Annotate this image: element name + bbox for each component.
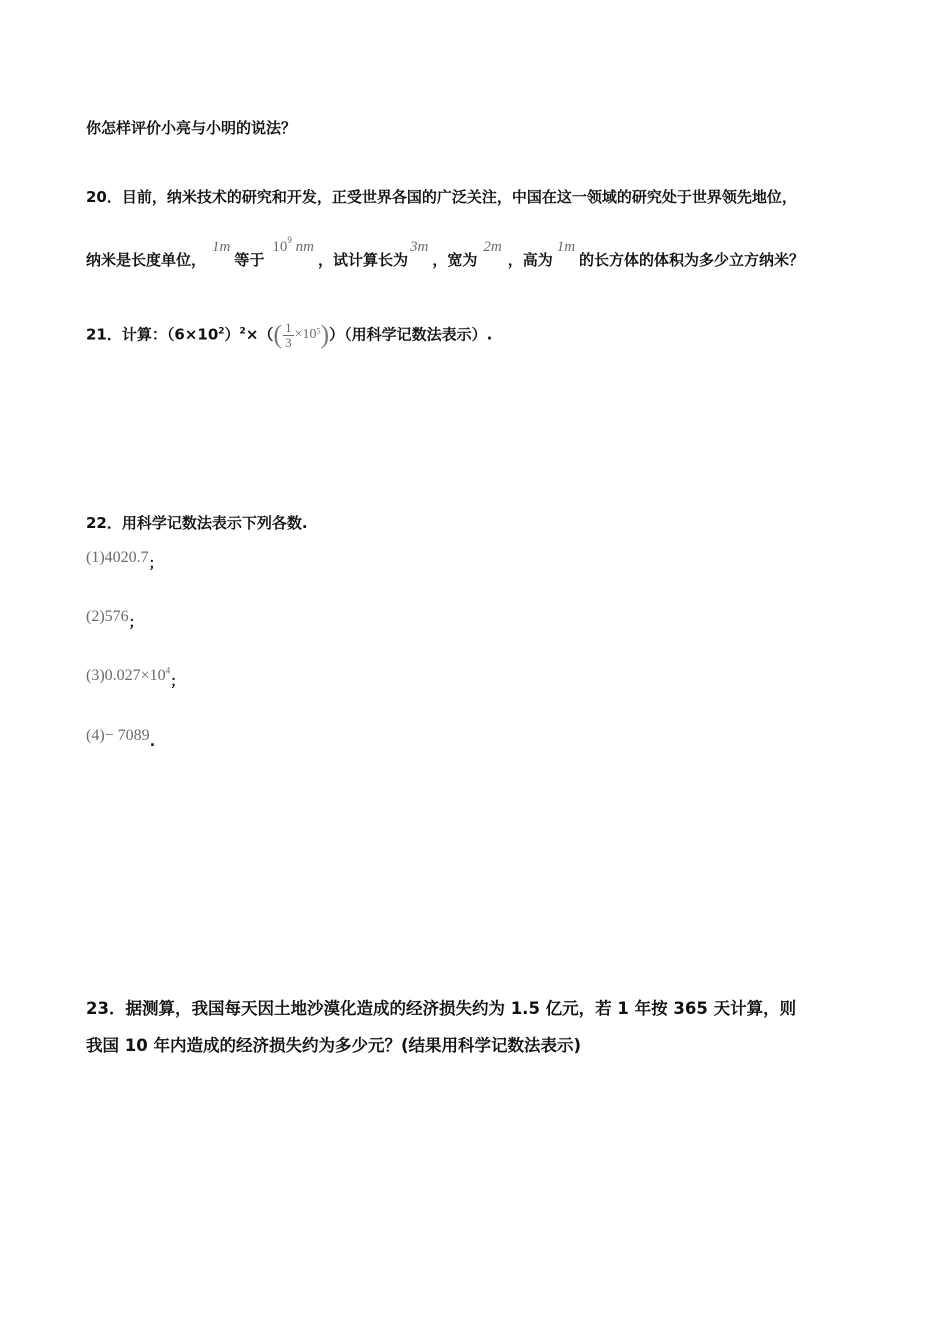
q22-item-4-value: − 7089 [104,727,150,744]
q22-item-2-label: (2) [86,608,105,625]
q20-seg2: 等于 [234,251,265,269]
q21-exp1: 2 [218,326,225,337]
q22-item-4-label: (4) [86,727,105,744]
q21-prefix: 21．计算：（6×10 [86,325,219,344]
q21-frac-num: 1 [285,319,292,335]
q22-item-3-exp: 4 [165,665,171,676]
q22-title: 22．用科学记数法表示下列各数. [86,514,308,532]
q22-item-3 [86,665,185,690]
q22-item-3-punct: ； [170,674,185,690]
q21-mid: ） [224,325,240,344]
q20-seg6: 的长方体的体积为多少立方纳米？ [579,251,805,269]
q20-seg4: ，宽为 [432,251,478,269]
q20-m2-base: 10 [272,239,288,255]
q20-line1: 20．目前，纳米技术的研究和开发，正受世界各国的广泛关注，中国在这一领域的研究处于世界领先地位， [86,188,797,206]
q20-m2-exp: 9 [287,235,292,245]
q20-m2-unit: nm [295,239,314,255]
q22-item-4-punct: . [149,734,156,750]
q20-seg3: ，试计算长为 [317,251,408,269]
q21-exp2: 2 [239,326,246,337]
q21-exp3: 5 [316,326,321,336]
q22-item-3-value: 0.027×10 [104,667,166,684]
q22-item-3-label: (3) [86,667,105,684]
q20-math-2m: 2m [483,239,502,255]
q20-math-10-9-nm [272,235,314,255]
q20-seg1: 纳米是长度单位， [86,251,207,269]
q21-fraction [283,321,294,350]
q21-close-paren: ) [320,320,330,349]
q21-open-paren: ( [273,320,283,349]
q22-item-1-punct: ； [148,556,163,572]
q22-item-4 [86,725,156,750]
q22-item-1 [86,547,163,572]
q19-tail-text: 你怎样评价小亮与小明的说法？ [86,119,297,137]
q21-times-ten: ×10 [294,327,317,342]
q20-math-1m-height: 1m [556,239,576,255]
q22-item-2 [86,606,143,631]
q22-item-1-label: (1) [86,549,105,566]
q22-item-2-value: 576 [104,608,129,625]
q23-line1: 23．据测算，我国每天因土地沙漠化造成的经济损失约为 1.5 亿元，若 1 年按 365 天计算，则 [86,999,797,1018]
q22-item-2-punct: ； [128,615,143,631]
q21-line [86,320,492,350]
q21-frac-den: 3 [285,334,292,350]
q21-suffix: ）（用科学记数法表示）. [329,325,493,344]
q20-math-3m: 3m [409,239,429,255]
q20-math-1m: 1m [212,239,231,255]
q23-line2: 我国 10 年内造成的经济损失约为多少元？(结果用科学记数法表示) [86,1036,582,1055]
q20-line2 [86,235,805,270]
q20-seg5: ，高为 [507,251,553,269]
q22-item-1-value: 4020.7 [104,549,149,566]
q21-times: ×（ [245,325,274,344]
